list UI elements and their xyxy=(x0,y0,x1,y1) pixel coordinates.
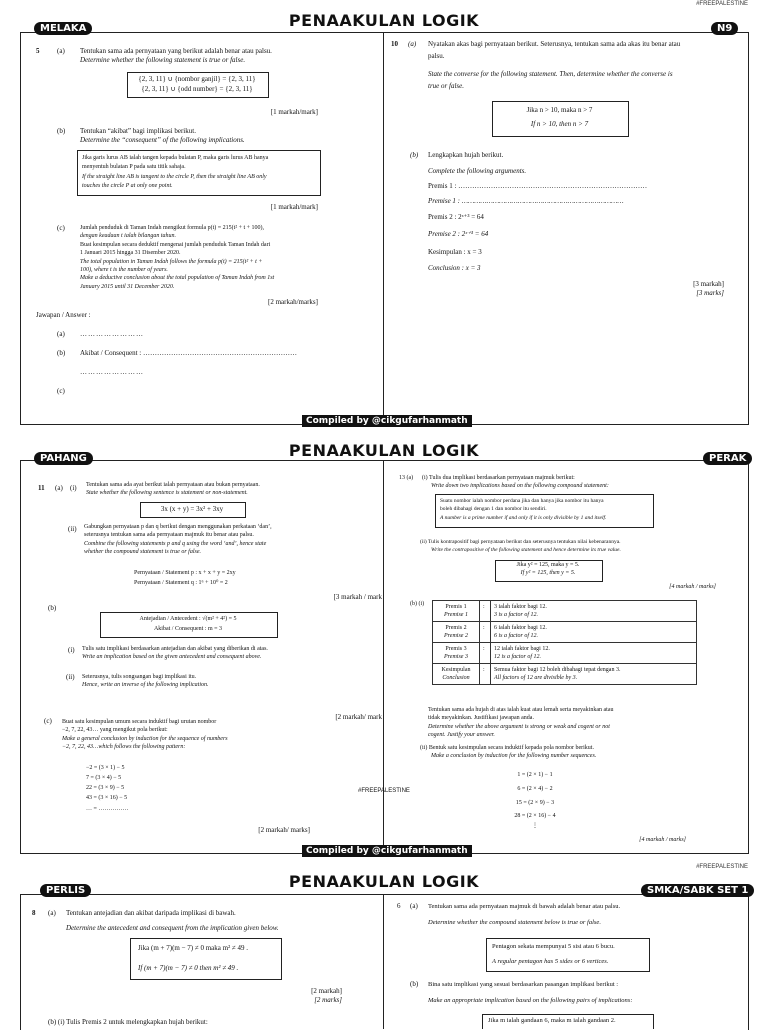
credit-label: Compiled by @cikgufarhanmath xyxy=(302,845,472,857)
premise-row: Premis 2 Premise 2 : 6 ialah faktor bagi 12. 6 is a factor of 12. xyxy=(433,622,697,643)
premise-row: Kesimpulan Conclusion : Semua faktor bagi 12 boleh dibahagi tepat dengan 3. All factors of 12 are divisible by 3. xyxy=(433,664,697,685)
page-title: PENAAKULAN LOGIK xyxy=(288,11,480,30)
state-tag-n9: N9 xyxy=(711,22,738,35)
hashtag-label: #FREEPALESTINE xyxy=(696,864,748,870)
state-tag-melaka: MELAKA xyxy=(34,22,92,35)
state-tag-perlis: PERLIS xyxy=(40,884,91,897)
premise-row: Premis 3 Premise 3 : 12 ialah faktor bagi 12. 12 is a factor of 12. xyxy=(433,643,697,664)
premise-row: Premis 1 Premise 1 : 3 ialah faktor bagi 12. 3 is a factor of 12. xyxy=(433,601,697,622)
state-tag-perak: PERAK xyxy=(703,452,752,465)
page-title: PENAAKULAN LOGIK xyxy=(288,872,480,891)
state-tag-smka-sabk: SMKA/SABK SET 1 xyxy=(641,884,754,897)
hashtag-label: #FREEPALESTINE xyxy=(696,1,748,7)
credit-label: Compiled by @cikgufarhanmath xyxy=(302,415,472,427)
page-title: PENAAKULAN LOGIK xyxy=(288,441,480,460)
premise-table xyxy=(432,600,697,685)
state-tag-pahang: PAHANG xyxy=(34,452,93,465)
